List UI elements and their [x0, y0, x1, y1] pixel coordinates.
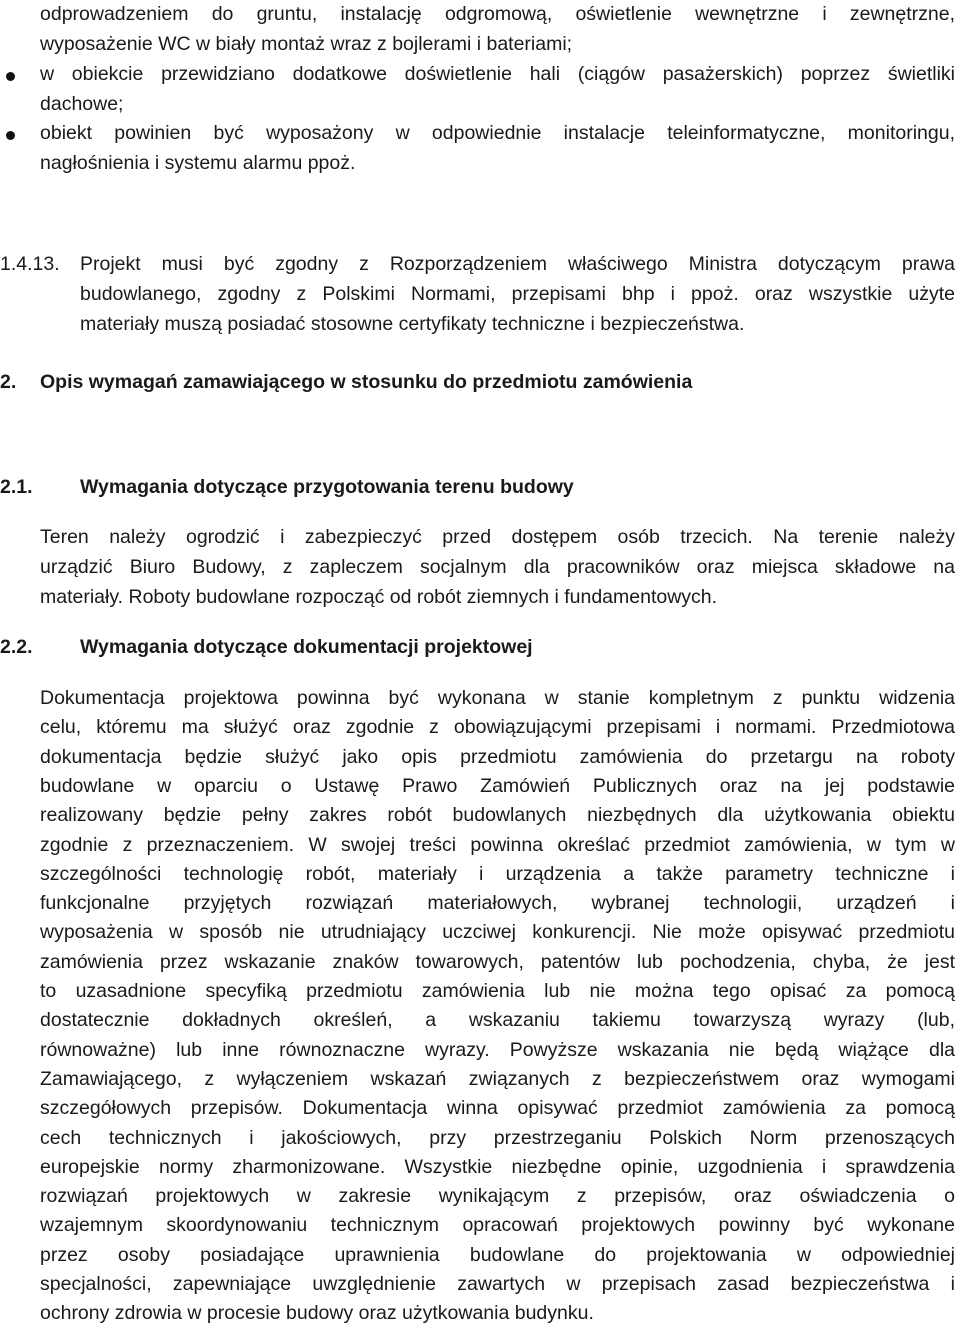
- paragraph-line: Zamawiającego, z wyłączeniem wskazań związanych z bezpieczeństwem oraz wymogami: [40, 1067, 955, 1090]
- paragraph-line: dokumentacja będzie służyć jako opis przedmiotu zamówienia do przetargu na roboty: [40, 745, 955, 768]
- paragraph-line: Dokumentacja projektowa powinna być wykonana w stanie kompletnym z punktu widzenia: [40, 687, 955, 709]
- paragraph-line: cech technicznych i jakościowych, przy przestrzeganiu Polskich Norm przenoszących: [40, 1126, 955, 1149]
- section-heading: Opis wymagań zamawiającego w stosunku do przedmiotu zamówienia: [40, 371, 693, 393]
- item-line: materiały muszą posiadać stosowne certyfikaty techniczne i bezpieczeństwa.: [80, 313, 745, 335]
- intro-line: odprowadzeniem do gruntu, instalację odgromową, oświetlenie wewnętrzne i zewnętrzne,: [40, 3, 955, 25]
- paragraph-line: wyposażenia w sposób nie utrudniający uczciwej konkurencji. Nie może opisywać przedmiotu: [40, 921, 955, 944]
- paragraph-line: budowlane w oparciu o Ustawę Prawo Zamówień Publicznych oraz na jej podstawie: [40, 774, 955, 797]
- paragraph-line: Teren należy ogrodzić i zabezpieczyć przed dostępem osób trzecich. Na terenie należy: [40, 526, 955, 548]
- bullet-line: nagłośnienia i systemu alarmu ppoż.: [40, 152, 356, 174]
- item-number: 1.4.13.: [0, 253, 60, 275]
- section-number: 2.1.: [0, 476, 33, 498]
- paragraph-line: szczegółowych przepisów. Dokumentacja winna opisywać przedmiot zamówienia za pomocą: [40, 1097, 955, 1120]
- paragraph-line: dostatecznie dokładnych określeń, a wskazaniu takiemu towarzyszą wyrazy (lub,: [40, 1009, 955, 1032]
- bullet-line: dachowe;: [40, 93, 124, 115]
- paragraph-line: rozwiązań projektowych w zakresie wynikającym z przepisów, oraz oświadczenia o: [40, 1185, 955, 1208]
- bullet-line: w obiekcie przewidziano dodatkowe doświetlenie hali (ciągów pasażerskich) poprzez świetliki: [40, 63, 955, 85]
- section-number: 2.: [0, 371, 17, 393]
- paragraph-line: zamówienia przez wskazanie znaków towarowych, patentów lub pochodzenia, chyba, że jest: [40, 950, 955, 973]
- bullet-line: obiekt powinien być wyposażony w odpowiednie instalacje teleinformatyczne, monitoringu,: [40, 122, 955, 144]
- section-heading: Wymagania dotyczące dokumentacji projektowej: [80, 636, 533, 658]
- paragraph-line: równoważne) lub inne równoznaczne wyrazy. Powyższe wskazania nie będą wiążące dla: [40, 1038, 955, 1061]
- paragraph-line: europejskie normy zharmonizowane. Wszystkie niezbędne opinie, uzgodnienia i sprawdzenia: [40, 1155, 955, 1178]
- paragraph-line: zgodnie z przeznaczeniem. W swojej treści powinna określać przedmiot zamówienia, w tym w: [40, 833, 955, 856]
- bullet-icon: [6, 72, 15, 81]
- paragraph-line: przez osoby posiadające uprawnienia budowlane do projektowania w odpowiedniej: [40, 1243, 955, 1266]
- paragraph-line: specjalności, zapewniające uwzględnienie zawartych w przepisach zasad bezpieczeństwa i: [40, 1273, 955, 1295]
- intro-line: wyposażenie WC w biały montaż wraz z bojlerami i bateriami;: [40, 33, 573, 55]
- section-number: 2.2.: [0, 636, 33, 658]
- paragraph-line: materiały. Roboty budowlane rozpocząć od robót ziemnych i fundamentowych.: [40, 586, 718, 608]
- paragraph-line: szczególności technologię robót, materiały i urządzenia a także parametry techniczne i: [40, 862, 955, 885]
- paragraph-line: ochrony zdrowia w procesie budowy oraz użytkowania budynku.: [40, 1302, 594, 1325]
- paragraph-line: celu, któremu ma służyć oraz zgodnie z obowiązującymi przepisami i normami. Przedmiotowa: [40, 716, 955, 739]
- paragraph-line: funkcjonalne przyjętych rozwiązań materiałowych, wybranej technologii, urządzeń i: [40, 892, 955, 915]
- item-line: budowlanego, zgodny z Polskimi Normami, przepisami bhp i ppoż. oraz wszystkie użyte: [80, 283, 955, 305]
- paragraph-line: realizowany będzie pełny zakres robót budowlanych niezbędnych dla użytkowania obiektu: [40, 804, 955, 827]
- paragraph-line: wzajemnym skoordynowaniu technicznym opracowań projektowych powinny być wykonane: [40, 1214, 955, 1237]
- bullet-icon: [6, 131, 15, 140]
- item-line: Projekt musi być zgodny z Rozporządzeniem właściwego Ministra dotyczącym prawa: [80, 253, 955, 275]
- paragraph-line: to uzasadnione specyfiką przedmiotu zamówienia lub nie można tego opisać za pomocą: [40, 980, 955, 1002]
- section-heading: Wymagania dotyczące przygotowania terenu budowy: [80, 476, 574, 498]
- paragraph-line: urządzić Biuro Budowy, z zapleczem socjalnym dla pracowników oraz miejsca składowe na: [40, 556, 955, 578]
